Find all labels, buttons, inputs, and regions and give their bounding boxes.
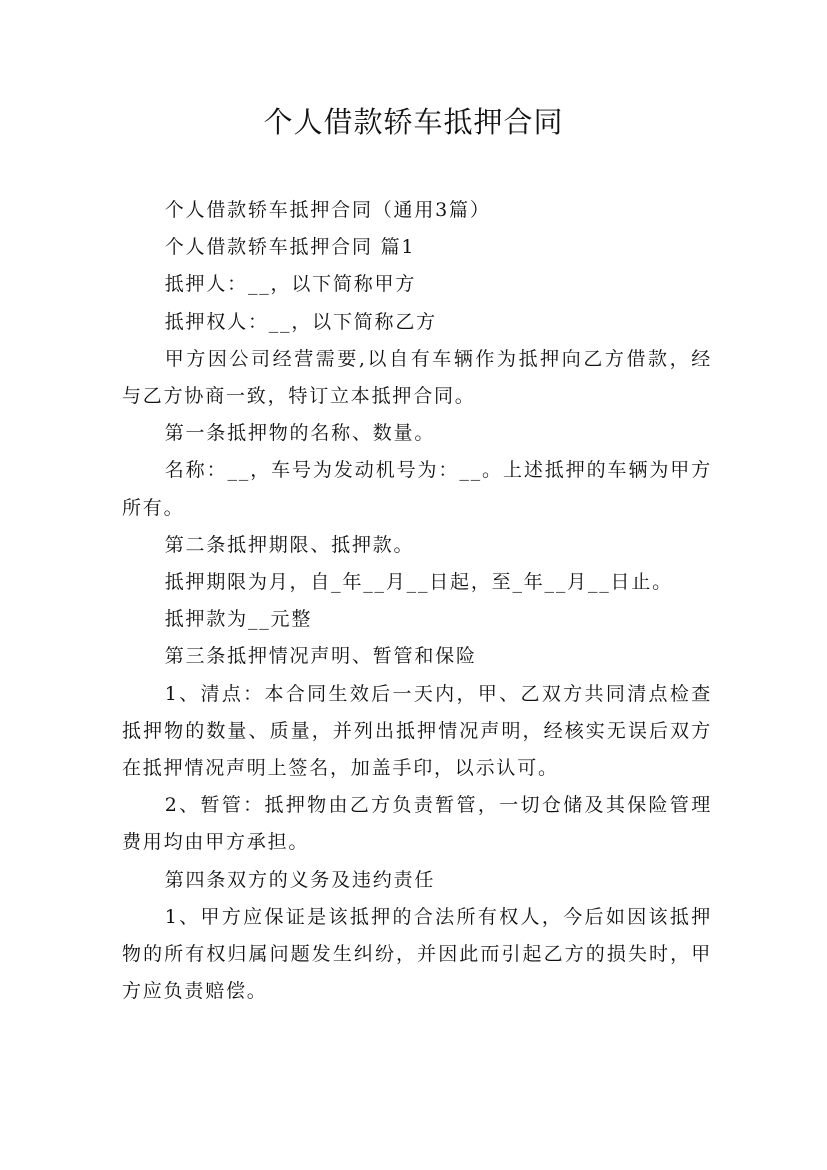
paragraph-article-1-content: 名称：__，车号为发动机号为：__。上述抵押的车辆为甲方所有。 [122, 459, 712, 519]
document-body [122, 192, 712, 1010]
paragraph-preamble: 甲方因公司经营需要,以自有车辆作为抵押向乙方借款，经与乙方协商一致，特订立本抵押合同。 [122, 347, 712, 408]
paragraph-section-heading: 个人借款轿车抵押合同 篇1 [164, 236, 416, 259]
paragraph-article-2-amount: 抵押款为__元整 [164, 608, 313, 631]
document-title: 个人借款轿车抵押合同 [263, 105, 564, 139]
paragraph-article-1: 第一条抵押物的名称、数量。 [164, 422, 436, 445]
paragraph-article-4-item-1: 1、甲方应保证是该抵押的合法所有权人，今后如因该抵押物的所有权归属问题发生纠纷，并因此而引起乙方的损失时，甲方应负责赔偿。 [122, 905, 712, 1003]
paragraph-article-2-term: 抵押期限为月，自_年__月__日起，至_年__月__日止。 [164, 571, 673, 594]
paragraph-article-4: 第四条双方的义务及违约责任 [164, 868, 436, 891]
paragraph-article-3-item-2: 2、暂管：抵押物由乙方负责暂管，一切仓储及其保险管理费用均由甲方承担。 [122, 794, 712, 854]
paragraph-mortgagor: 抵押人：__，以下简称甲方 [164, 273, 417, 296]
paragraph-subtitle: 个人借款轿车抵押合同（通用3篇） [164, 199, 491, 221]
paragraph-article-3-item-1: 1、清点：本合同生效后一天内，甲、乙双方共同清点检查抵押物的数量、质量，并列出抵押情况声明，经核实无误后双方在抵押情况声明上签名，加盖手印，以示认可。 [122, 682, 712, 780]
paragraph-article-2: 第二条抵押期限、抵押款。 [164, 533, 415, 556]
paragraph-mortgagee: 抵押权人：__，以下简称乙方 [164, 310, 437, 333]
paragraph-article-3: 第三条抵押情况声明、暂管和保险 [164, 645, 477, 668]
